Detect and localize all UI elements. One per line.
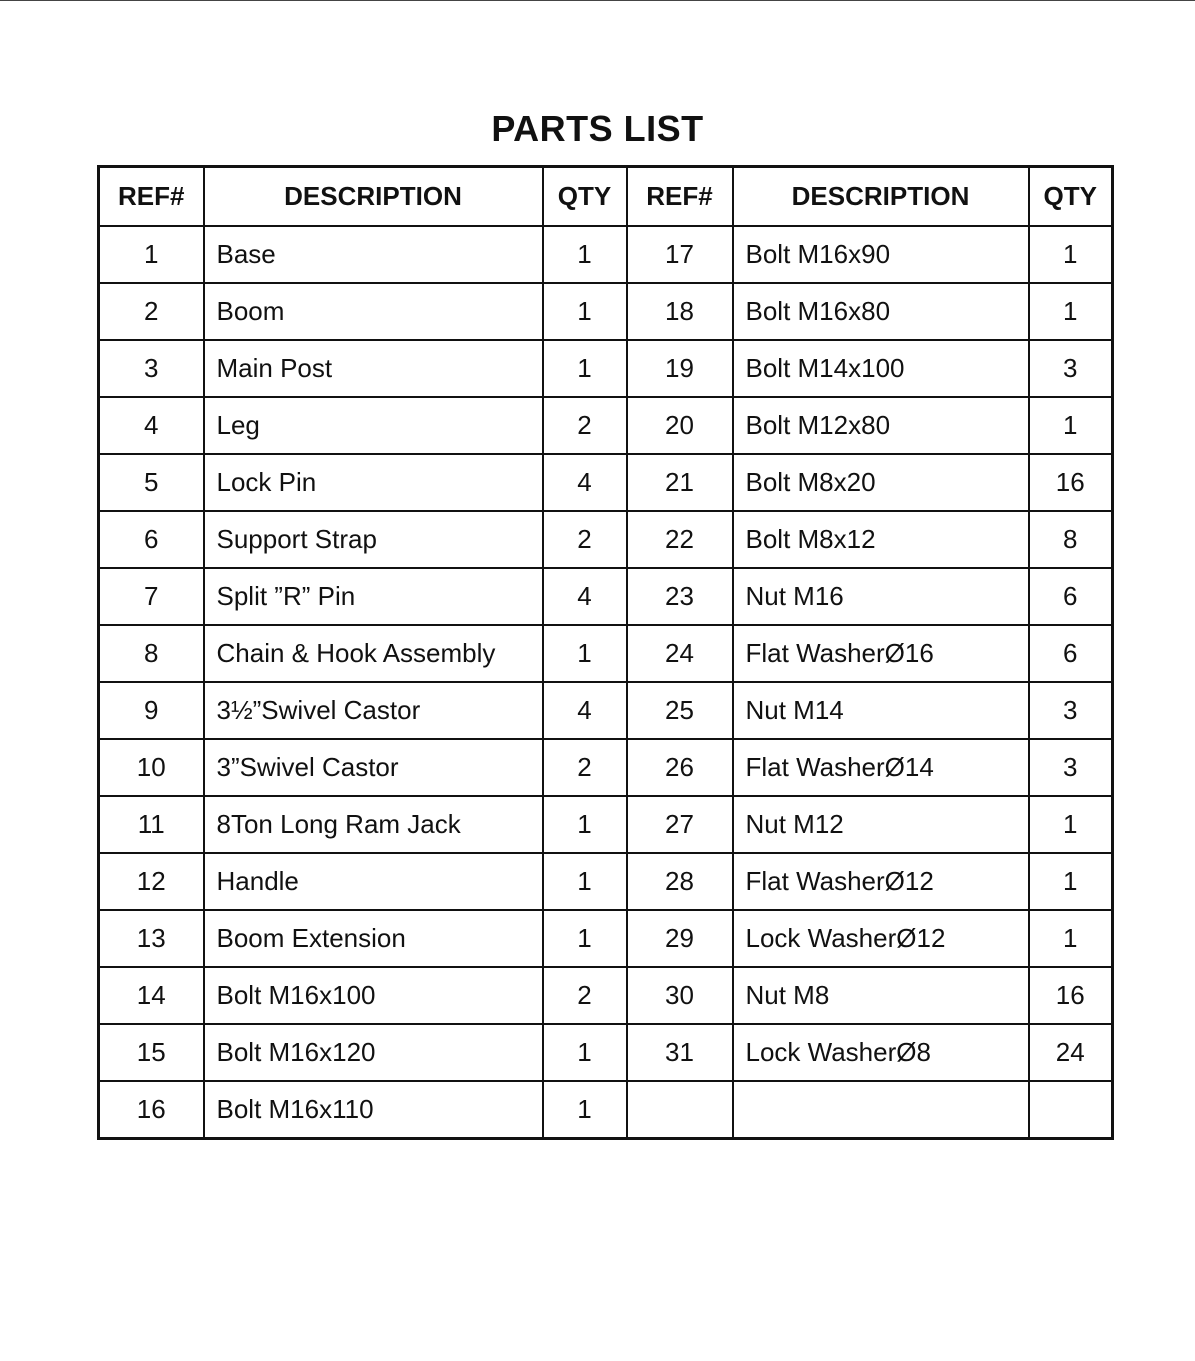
parts-table: [97, 165, 1114, 1140]
qty-cell: 1: [543, 910, 627, 967]
ref-cell: 11: [99, 796, 204, 853]
table-row: [99, 853, 1113, 910]
ref-cell: 4: [99, 397, 204, 454]
ref-cell: 16: [99, 1081, 204, 1139]
header-description-right: DESCRIPTION: [733, 167, 1029, 227]
table-row: [99, 739, 1113, 796]
qty-cell: 2: [543, 739, 627, 796]
ref-cell: 30: [627, 967, 733, 1024]
description-cell: Bolt M12x80: [733, 397, 1029, 454]
ref-cell: 3: [99, 340, 204, 397]
table-row: [99, 796, 1113, 853]
ref-cell: 17: [627, 226, 733, 283]
qty-cell: 1: [543, 625, 627, 682]
description-cell: Lock Pin: [204, 454, 543, 511]
table-row: [99, 625, 1113, 682]
description-cell: Lock WasherØ12: [733, 910, 1029, 967]
top-divider: [0, 0, 1195, 1]
description-cell: Nut M14: [733, 682, 1029, 739]
ref-cell: 5: [99, 454, 204, 511]
qty-cell: 16: [1029, 454, 1113, 511]
qty-cell: 1: [543, 1081, 627, 1139]
table-row: [99, 340, 1113, 397]
description-cell: Nut M16: [733, 568, 1029, 625]
description-cell: Handle: [204, 853, 543, 910]
qty-cell: 4: [543, 454, 627, 511]
description-cell: Nut M8: [733, 967, 1029, 1024]
description-cell: Base: [204, 226, 543, 283]
description-cell: Bolt M16x120: [204, 1024, 543, 1081]
qty-cell: 6: [1029, 625, 1113, 682]
description-cell: Flat WasherØ16: [733, 625, 1029, 682]
ref-cell: 23: [627, 568, 733, 625]
description-cell: Bolt M14x100: [733, 340, 1029, 397]
qty-cell: 1: [1029, 283, 1113, 340]
header-ref-right: REF#: [627, 167, 733, 227]
description-cell: Chain & Hook Assembly: [204, 625, 543, 682]
description-cell: Boom: [204, 283, 543, 340]
qty-cell: 3: [1029, 682, 1113, 739]
description-cell: 3½”Swivel Castor: [204, 682, 543, 739]
description-cell: 3”Swivel Castor: [204, 739, 543, 796]
qty-cell: 6: [1029, 568, 1113, 625]
table-header-row: [99, 167, 1113, 227]
header-qty-right: QTY: [1029, 167, 1113, 227]
ref-cell: 10: [99, 739, 204, 796]
qty-cell: 1: [1029, 226, 1113, 283]
qty-cell: 2: [543, 397, 627, 454]
table-row: [99, 1024, 1113, 1081]
table-row: [99, 910, 1113, 967]
ref-cell: 15: [99, 1024, 204, 1081]
header-qty-left: QTY: [543, 167, 627, 227]
qty-cell: 8: [1029, 511, 1113, 568]
description-cell: Bolt M16x100: [204, 967, 543, 1024]
page-title: PARTS LIST: [491, 108, 704, 149]
ref-cell: 14: [99, 967, 204, 1024]
qty-cell: 16: [1029, 967, 1113, 1024]
header-ref-left: REF#: [99, 167, 204, 227]
description-cell: Bolt M8x12: [733, 511, 1029, 568]
parts-table-body: [99, 226, 1113, 1139]
table-row: [99, 283, 1113, 340]
ref-cell: [627, 1081, 733, 1139]
qty-cell: 1: [543, 226, 627, 283]
qty-cell: 1: [1029, 397, 1113, 454]
table-row: [99, 454, 1113, 511]
qty-cell: 2: [543, 511, 627, 568]
qty-cell: [1029, 1081, 1113, 1139]
description-cell: Flat WasherØ14: [733, 739, 1029, 796]
table-row: [99, 568, 1113, 625]
qty-cell: 4: [543, 682, 627, 739]
description-cell: Bolt M16x90: [733, 226, 1029, 283]
table-row: [99, 226, 1113, 283]
qty-cell: 1: [543, 1024, 627, 1081]
qty-cell: 1: [543, 853, 627, 910]
ref-cell: 27: [627, 796, 733, 853]
ref-cell: 2: [99, 283, 204, 340]
ref-cell: 26: [627, 739, 733, 796]
ref-cell: 21: [627, 454, 733, 511]
description-cell: Bolt M16x80: [733, 283, 1029, 340]
ref-cell: 1: [99, 226, 204, 283]
description-cell: Bolt M8x20: [733, 454, 1029, 511]
qty-cell: 1: [543, 283, 627, 340]
ref-cell: 28: [627, 853, 733, 910]
qty-cell: 1: [1029, 853, 1113, 910]
ref-cell: 19: [627, 340, 733, 397]
description-cell: Lock WasherØ8: [733, 1024, 1029, 1081]
qty-cell: 24: [1029, 1024, 1113, 1081]
description-cell: Bolt M16x110: [204, 1081, 543, 1139]
ref-cell: 29: [627, 910, 733, 967]
ref-cell: 7: [99, 568, 204, 625]
description-cell: Nut M12: [733, 796, 1029, 853]
qty-cell: 1: [543, 340, 627, 397]
description-cell: Main Post: [204, 340, 543, 397]
ref-cell: 31: [627, 1024, 733, 1081]
qty-cell: 1: [1029, 796, 1113, 853]
ref-cell: 12: [99, 853, 204, 910]
ref-cell: 20: [627, 397, 733, 454]
description-cell: Support Strap: [204, 511, 543, 568]
ref-cell: 22: [627, 511, 733, 568]
description-cell: 8Ton Long Ram Jack: [204, 796, 543, 853]
ref-cell: 9: [99, 682, 204, 739]
description-cell: Split ”R” Pin: [204, 568, 543, 625]
description-cell: Flat WasherØ12: [733, 853, 1029, 910]
table-row: [99, 1081, 1113, 1139]
qty-cell: 4: [543, 568, 627, 625]
ref-cell: 13: [99, 910, 204, 967]
ref-cell: 6: [99, 511, 204, 568]
description-cell: Boom Extension: [204, 910, 543, 967]
description-cell: Leg: [204, 397, 543, 454]
qty-cell: 3: [1029, 340, 1113, 397]
qty-cell: 1: [1029, 910, 1113, 967]
qty-cell: 2: [543, 967, 627, 1024]
qty-cell: 1: [543, 796, 627, 853]
header-description-left: DESCRIPTION: [204, 167, 543, 227]
ref-cell: 18: [627, 283, 733, 340]
table-row: [99, 511, 1113, 568]
table-row: [99, 682, 1113, 739]
qty-cell: 3: [1029, 739, 1113, 796]
table-row: [99, 967, 1113, 1024]
ref-cell: 25: [627, 682, 733, 739]
ref-cell: 24: [627, 625, 733, 682]
description-cell: [733, 1081, 1029, 1139]
table-row: [99, 397, 1113, 454]
ref-cell: 8: [99, 625, 204, 682]
